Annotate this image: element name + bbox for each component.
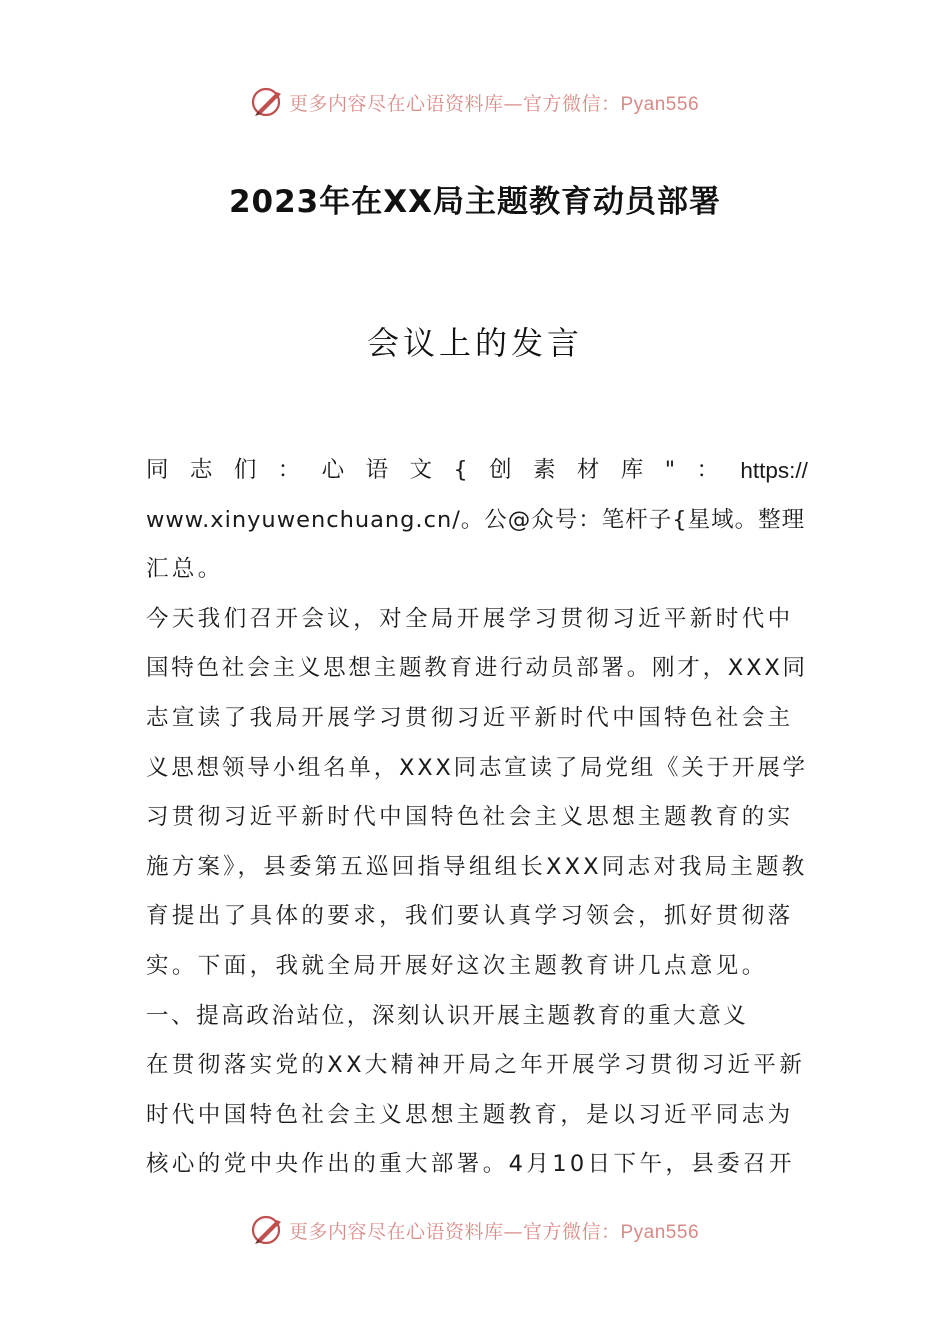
- greeting-char: ：: [277, 457, 301, 483]
- greeting-char: 同: [146, 457, 169, 483]
- greeting-char: {: [453, 457, 468, 483]
- paragraph-intro: [146, 595, 808, 992]
- text-line: 实。下面，我就全局开展好这次主题教育讲几点意见。: [146, 952, 768, 979]
- greeting-line-3: 汇总。: [146, 556, 224, 583]
- text-line: 在贯彻落实党的XX大精神开局之年开展学习贯彻习近平新: [146, 1052, 806, 1079]
- greeting-char: 语: [365, 457, 389, 483]
- banner-text: 更多内容尽在心语资料库—官方微信：Pyan556: [288, 92, 700, 115]
- greeting-char: 心: [321, 457, 345, 483]
- text-line: 国特色社会主义思想主题教育进行动员部署。刚才，XXX同: [146, 655, 808, 682]
- header-banner: [0, 82, 950, 122]
- text-line: 施方案》，县委第五巡回指导组组长XXX同志对我局主题教: [146, 853, 808, 880]
- document-title: 2023年在XX局主题教育动员部署: [228, 184, 722, 220]
- section-heading: 一、提高政治站位，深刻认识开展主题教育的重大意义: [146, 1002, 749, 1029]
- greeting-char: https://: [740, 458, 808, 483]
- text-line: 志宣读了我局开展学习贯彻习近平新时代中国特色社会主: [146, 704, 794, 731]
- greeting-line: [146, 446, 808, 496]
- paragraph-section-1: [146, 1041, 808, 1190]
- greeting-char: 志: [189, 457, 213, 483]
- document-subtitle: 会议上的发言: [366, 324, 583, 362]
- greeting-char: 素: [532, 457, 556, 483]
- text-line: 义思想领导小组名单，XXX同志宣读了局党组《关于开展学: [146, 754, 808, 781]
- text-line: 时代中国特色社会主义思想主题教育，是以习近平同志为: [146, 1101, 794, 1128]
- greeting-char: 创: [489, 457, 512, 483]
- banner-text: 更多内容尽在心语资料库—官方微信：Pyan556: [288, 1220, 700, 1243]
- greeting-char: ": [664, 457, 676, 483]
- text-line: 核心的党中央作出的重大部署。4月10日下午，县委召开: [146, 1151, 795, 1178]
- footer-banner: [0, 1210, 950, 1250]
- greeting-char: 库: [620, 457, 644, 483]
- pen-logo-icon: [251, 85, 285, 119]
- greeting-char: 材: [576, 457, 600, 483]
- pen-logo-icon: [251, 1213, 285, 1247]
- greeting-char: 们: [233, 457, 257, 483]
- text-line: 习贯彻习近平新时代中国特色社会主义思想主题教育的实: [146, 804, 794, 831]
- greeting-char: ：: [696, 457, 719, 483]
- text-line: 育提出了具体的要求，我们要认真学习领会，抓好贯彻落: [146, 903, 794, 930]
- text-line: 今天我们召开会议，对全局开展学习贯彻习近平新时代中: [146, 605, 794, 632]
- document-body: [146, 446, 808, 1190]
- greeting-char: 文: [409, 457, 432, 483]
- greeting-line-2: www.xinyuwenchuang.cn/。公@众号：笔杆子{星域。整理: [146, 506, 806, 533]
